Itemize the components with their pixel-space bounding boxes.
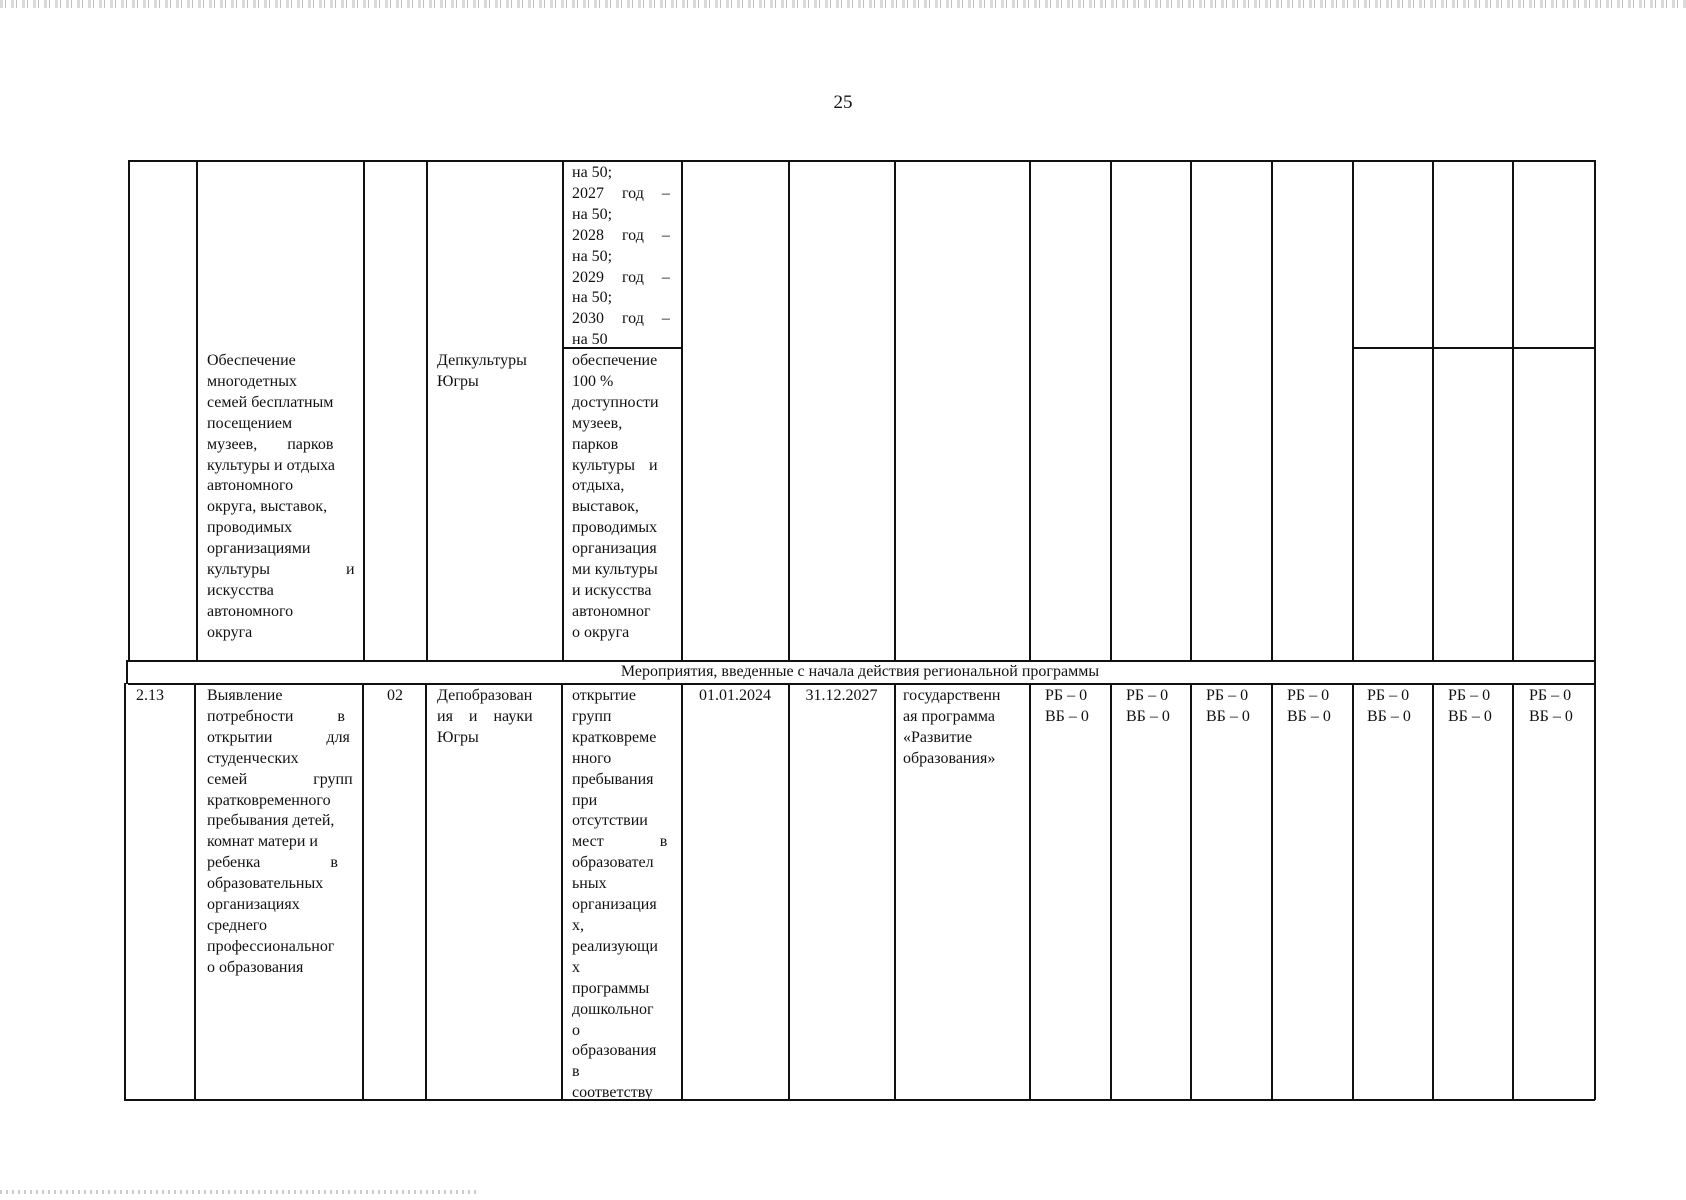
text-line: Депобразован [437, 687, 533, 704]
funding-rb: РБ – 0 [1448, 687, 1491, 704]
funding-rb: РБ – 0 [1367, 687, 1410, 704]
page-number: 25 [833, 92, 853, 113]
funding-rb: РБ – 0 [1126, 687, 1169, 704]
text-line: автономного [207, 477, 294, 495]
text-line: организациях [207, 896, 300, 914]
text-line: образования [572, 1042, 657, 1060]
text-line: и искусства [572, 581, 652, 599]
code-cell: 02 [387, 687, 403, 704]
text-line: округа, выставок, [207, 498, 328, 516]
text-line: выставок, [572, 498, 639, 516]
funding-cell [1448, 686, 1512, 728]
text-line: программы [572, 979, 650, 997]
funding-cell [1367, 686, 1431, 728]
text-line: комнат матери и [207, 833, 318, 851]
scan-artifact-top [0, 0, 1686, 8]
text-line: обеспечение [572, 352, 658, 369]
text-line: профессиональног [207, 937, 335, 955]
text-line: образования» [903, 749, 996, 767]
funding-vb: ВБ – 0 [1287, 707, 1331, 725]
funding-rb: РБ – 0 [1287, 687, 1330, 704]
text-line: ми культуры [572, 561, 658, 579]
text-line: Обеспечение [207, 352, 296, 369]
text-line: на 50; [572, 247, 613, 265]
funding-cell [1206, 686, 1270, 728]
text-line: государственн [903, 687, 1001, 704]
funding-cell [1287, 686, 1351, 728]
museums-measure-name-cell [207, 351, 355, 644]
text-line: 2027 год – [572, 184, 670, 202]
funding-rb: РБ – 0 [1206, 687, 1249, 704]
text-line: отдыха, [572, 477, 625, 495]
text-line: в [572, 1063, 580, 1081]
text-line: кратковреме [572, 728, 657, 746]
text-line: многодетных [207, 372, 297, 390]
text-line: ребенка в [207, 854, 338, 872]
text-line: организация [572, 540, 657, 558]
funding-vb: ВБ – 0 [1206, 707, 1250, 725]
funding-cell [1529, 686, 1593, 728]
text-line: культуры и [207, 561, 355, 579]
text-line: семей бесплатным [207, 393, 334, 411]
funding-vb: ВБ – 0 [1448, 707, 1492, 725]
section-banner: Мероприятия, введенные с начала действия региональной программы [620, 663, 1100, 680]
measure-name-cell [207, 686, 355, 979]
funding-vb: ВБ – 0 [1126, 707, 1170, 725]
scan-artifact-bottom [0, 1190, 480, 1194]
text-line: пребывания [572, 770, 654, 788]
text-line: культуры и [572, 456, 658, 474]
text-line: 2030 год – [572, 310, 670, 328]
text-line: парков [572, 435, 619, 453]
funding-rb: РБ – 0 [1045, 687, 1088, 704]
text-line: Выявление [207, 687, 283, 704]
text-line: ьных [572, 875, 607, 893]
museums-executor-cell [437, 351, 557, 393]
text-line: на 50 [572, 331, 608, 349]
text-line: автономног [572, 602, 651, 620]
text-line: организация [572, 896, 657, 914]
text-line: музеев, [572, 414, 623, 432]
text-line: среднего [207, 916, 267, 934]
continued-indicator-cell [572, 163, 674, 351]
text-line: х, [572, 916, 584, 934]
program-cell [903, 686, 1027, 770]
text-line: проводимых [572, 519, 658, 537]
text-line: о образования [207, 958, 304, 976]
funding-cell [1045, 686, 1109, 728]
text-line: на 50; [572, 289, 613, 307]
text-line: х [572, 958, 580, 976]
text-line: отсутствии [572, 812, 648, 830]
text-line: доступности [572, 393, 659, 411]
funding-vb: ВБ – 0 [1529, 707, 1573, 725]
text-line: Югры [437, 728, 479, 746]
text-line: образовательных [207, 875, 324, 893]
text-line: открытие [572, 687, 636, 704]
text-line: Югры [437, 372, 479, 390]
text-line: студенческих [207, 749, 299, 767]
text-line: музеев, парков [207, 435, 334, 453]
text-line: нного [572, 749, 612, 767]
end-date-cell: 31.12.2027 [805, 687, 878, 704]
text-line: округа [207, 623, 253, 641]
text-line: соответству [572, 1084, 653, 1102]
funding-vb: ВБ – 0 [1045, 707, 1089, 725]
text-line: групп [572, 707, 612, 725]
museums-result-cell [572, 351, 676, 644]
text-line: реализующи [572, 937, 658, 955]
start-date-cell: 01.01.2024 [699, 687, 771, 704]
text-line: о округа [572, 623, 630, 641]
text-line: ия и науки [437, 707, 533, 725]
text-line: искусства [207, 581, 274, 599]
text-line: потребности в [207, 707, 345, 725]
executor-cell [437, 686, 557, 749]
text-line: Депкультуры [437, 352, 527, 369]
text-line: кратковременного [207, 791, 331, 809]
funding-rb: РБ – 0 [1529, 687, 1572, 704]
text-line: дошкольног [572, 1000, 654, 1018]
text-line: культуры и отдыха [207, 456, 335, 474]
text-line: о [572, 1021, 580, 1039]
text-line: автономного [207, 602, 294, 620]
text-line: организациями [207, 540, 311, 558]
funding-vb: ВБ – 0 [1367, 707, 1411, 725]
text-line: на 50; [572, 164, 613, 181]
text-line: «Развитие [903, 728, 973, 746]
text-line: 100 % [572, 372, 614, 390]
text-line: образовател [572, 854, 654, 872]
text-line: мест в [572, 833, 668, 851]
row-number-cell: 2.13 [136, 687, 164, 704]
text-line: при [572, 791, 598, 809]
text-line: открытии для [207, 728, 350, 746]
text-line: 2028 год – [572, 226, 670, 244]
text-line: на 50; [572, 205, 613, 223]
text-line: пребывания детей, [207, 812, 335, 830]
funding-cell [1126, 686, 1190, 728]
text-line: ая программа [903, 707, 995, 725]
text-line: семей групп [207, 770, 353, 788]
text-line: посещением [207, 414, 293, 432]
result-cell [572, 686, 676, 1104]
text-line: проводимых [207, 519, 293, 537]
text-line: 2029 год – [572, 268, 670, 286]
